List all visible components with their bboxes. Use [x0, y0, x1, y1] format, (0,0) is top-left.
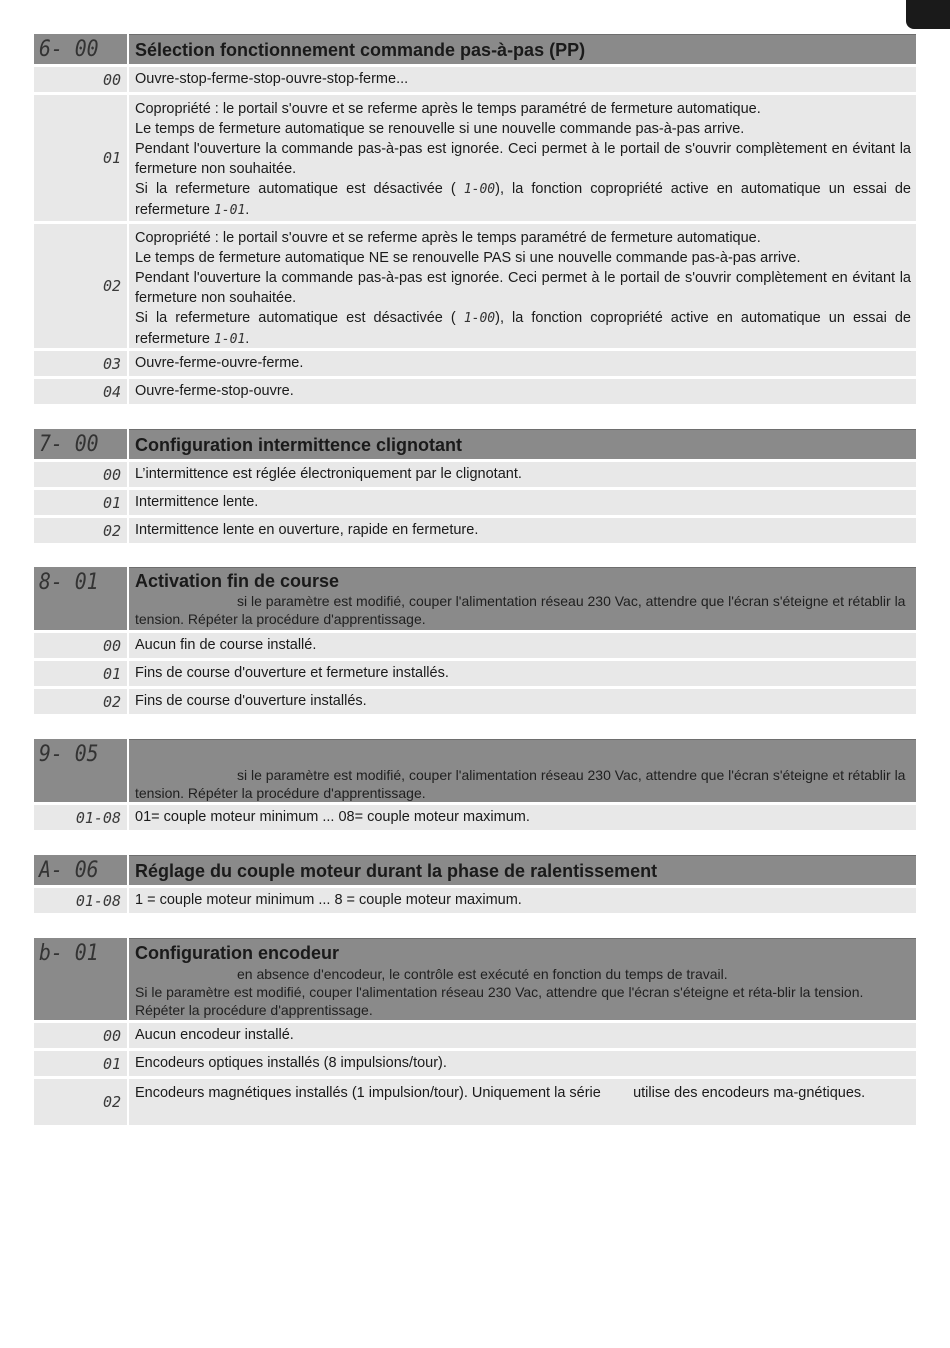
parameter-note: si le paramètre est modifié, couper l'alimentation réseau 230 Vac, attendre que l'écran s'éteigne et rétablir la tension. Répéter la procédure d'apprentissage.	[135, 593, 906, 627]
option-code: 00	[102, 1026, 121, 1045]
option-description: Ouvre-ferme-stop-ouvre.	[129, 379, 916, 404]
option-row	[34, 661, 916, 686]
option-row	[34, 379, 916, 404]
parameter-code: 7- 00	[34, 429, 127, 459]
option-code: 01	[102, 493, 121, 512]
parameter-code: 9- 05	[34, 739, 127, 802]
parameter-code: A- 06	[34, 855, 127, 885]
parameter-title: Sélection fonctionnement commande pas-à-pas (PP)	[135, 40, 586, 60]
option-row	[34, 462, 916, 487]
option-code: 02	[102, 692, 121, 711]
option-description: 1 = couple moteur minimum ... 8 = couple moteur maximum.	[129, 888, 916, 913]
parameter-title: Réglage du couple moteur durant la phase de ralentissement	[135, 861, 658, 881]
option-description: Fins de course d'ouverture installés.	[129, 689, 916, 714]
option-code: 01	[102, 1054, 121, 1073]
parameter-section-8-01	[34, 567, 916, 714]
option-description: Encodeurs magnétiques installés (1 impulsion/tour). Uniquement la série utilise des encodeurs ma-gnétiques.	[129, 1079, 916, 1125]
parameter-title: Configuration encodeur	[135, 943, 339, 963]
option-row	[34, 95, 916, 221]
option-code: 03	[102, 354, 121, 373]
option-row	[34, 224, 916, 348]
option-code: 01-08	[75, 808, 121, 827]
option-row	[34, 1051, 916, 1076]
option-code: 00	[102, 465, 121, 484]
option-row	[34, 351, 916, 376]
option-row	[34, 1079, 916, 1125]
option-description: Fins de course d'ouverture et fermeture installés.	[129, 661, 916, 686]
parameter-code: 8- 01	[34, 567, 127, 630]
parameter-section-9-05	[34, 739, 916, 830]
parameter-title	[135, 742, 910, 764]
option-description: Aucun fin de course installé.	[129, 633, 916, 658]
option-row	[34, 1023, 916, 1048]
option-code: 02	[102, 1093, 121, 1111]
option-description: Intermittence lente en ouverture, rapide en fermeture.	[129, 518, 916, 543]
option-description: Copropriété : le portail s'ouvre et se referme après le temps paramétré de fermeture automatique. Le temps de fermeture automatique NE se renouvelle PAS si une nouvelle commande pas-à-pas arrive. Pendant l'ouverture la commande pas-à-pas est ignorée. Ceci permet à le portail de s'ouvrir complètement en évitant la fermeture non souhaitée. Si la refermeture automatique est désactivée ( 1-00), la fonction copropriété active en automatique un essai de refermeture 1-01.	[129, 224, 916, 348]
page-corner-tab	[906, 0, 950, 29]
parameter-note-secondary: Si le paramètre est modifié, couper l'alimentation réseau 230 Vac, attendre que l'écran s'éteigne et réta-blir la tension. Répéter la procédure d'apprentissage.	[135, 984, 864, 1018]
option-description: Ouvre-stop-ferme-stop-ouvre-stop-ferme...	[129, 67, 916, 92]
option-description: Ouvre-ferme-ouvre-ferme.	[129, 351, 916, 376]
option-row	[34, 888, 916, 913]
option-description: Aucun encodeur installé.	[129, 1023, 916, 1048]
option-row	[34, 490, 916, 515]
option-row	[34, 689, 916, 714]
parameter-note: si le paramètre est modifié, couper l'alimentation réseau 230 Vac, attendre que l'écran s'éteigne et rétablir la tension. Répéter la procédure d'apprentissage.	[135, 767, 906, 801]
parameter-note: en absence d'encodeur, le contrôle est exécuté en fonction du temps de travail.	[237, 966, 728, 982]
option-code: 02	[102, 521, 121, 540]
parameter-title: Configuration intermittence clignotant	[135, 435, 462, 455]
option-description: 01= couple moteur minimum ... 08= couple moteur maximum.	[129, 805, 916, 830]
option-description: Encodeurs optiques installés (8 impulsions/tour).	[129, 1051, 916, 1076]
option-code: 00	[102, 70, 121, 89]
parameter-code: 6- 00	[34, 34, 127, 64]
option-row	[34, 633, 916, 658]
option-code: 01	[102, 149, 121, 167]
parameter-code: b- 01	[34, 938, 127, 1020]
parameter-section-b-01	[34, 938, 916, 1125]
parameter-section-a-06	[34, 855, 916, 913]
option-code: 02	[102, 277, 121, 295]
option-code: 01	[102, 664, 121, 683]
option-row	[34, 805, 916, 830]
option-row	[34, 67, 916, 92]
option-row	[34, 518, 916, 543]
parameter-section-7-00	[34, 429, 916, 543]
option-description: L’intermittence est réglée électroniquement par le clignotant.	[129, 462, 916, 487]
option-code: 00	[102, 636, 121, 655]
option-description: Intermittence lente.	[129, 490, 916, 515]
parameter-section-6-00	[34, 34, 916, 404]
option-code: 01-08	[75, 891, 121, 910]
parameter-title: Activation fin de course	[135, 571, 340, 591]
option-code: 04	[102, 382, 121, 401]
option-description: Copropriété : le portail s'ouvre et se referme après le temps paramétré de fermeture automatique. Le temps de fermeture automatique se renouvelle si une nouvelle commande pas-à-pas arrive. Pendant l'ouverture la commande pas-à-pas est ignorée. Ceci permet à le portail de s'ouvrir complètement en évitant la fermeture non souhaitée. Si la refermeture automatique est désactivée ( 1-00), la fonction copropriété active en automatique un essai de refermeture 1-01.	[129, 95, 916, 221]
